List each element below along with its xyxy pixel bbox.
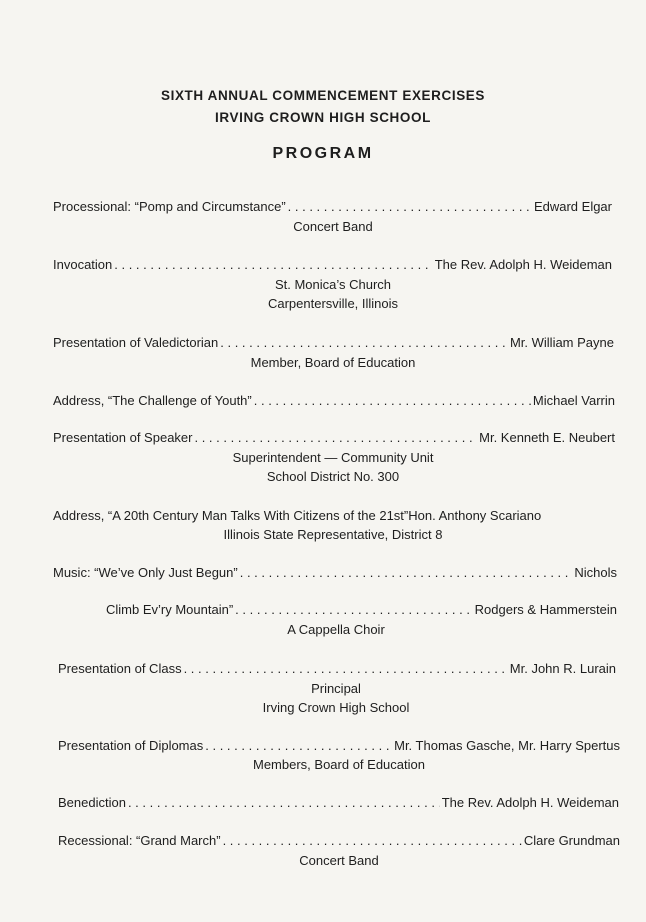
item-label: Presentation of Valedictorian	[53, 335, 219, 350]
item-label: Processional: “Pomp and Circumstance”	[53, 199, 286, 214]
event-title: SIXTH ANNUAL COMMENCEMENT EXERCISES	[160, 88, 486, 103]
leader-dots	[223, 833, 522, 848]
program-item-class	[58, 661, 616, 676]
item-performer: Mr. John R. Lurain	[509, 661, 616, 676]
item-label: Presentation of Speaker	[53, 430, 193, 445]
leader-dots	[184, 661, 508, 676]
item-label: Music: “We’ve Only Just Begun”	[53, 565, 238, 580]
leader-dots	[205, 738, 392, 753]
leader-dots	[128, 795, 440, 810]
item-detail: Members, Board of Education	[253, 757, 425, 772]
leader-dots	[194, 430, 477, 445]
item-label: Presentation of Class	[58, 661, 182, 676]
leader-dots	[254, 393, 531, 408]
program-item-processional	[53, 199, 612, 214]
item-label: Presentation of Diplomas	[58, 738, 204, 753]
item-detail: Concert Band	[293, 219, 373, 234]
item-performer: Rodgers & Hammerstein	[474, 602, 617, 617]
item-label: Climb Ev’ry Mountain”	[106, 602, 234, 617]
leader-dots	[235, 602, 473, 617]
item-label: Recessional: “Grand March”	[58, 833, 221, 848]
program-item-climb	[106, 602, 617, 617]
leader-dots	[240, 565, 573, 580]
page-title: PROGRAM	[272, 145, 374, 162]
item-detail: Principal	[311, 681, 361, 696]
item-detail: St. Monica’s Church	[274, 277, 392, 292]
item-performer: Clare Grundman	[523, 833, 620, 848]
item-detail: Illinois State Representative, District 8	[223, 527, 443, 542]
item-label: Benediction	[58, 795, 126, 810]
program-item-diplomas	[58, 738, 620, 753]
program-item-music	[53, 565, 617, 580]
program-item-address-youth	[53, 393, 615, 408]
item-performer: Mr. William Payne	[509, 335, 614, 350]
program-item-valedictorian	[53, 335, 614, 350]
program-header	[0, 88, 646, 163]
item-performer: The Rev. Adolph H. Weideman	[434, 257, 612, 272]
program-item-speaker	[53, 430, 615, 445]
item-detail: Member, Board of Education	[250, 355, 416, 370]
item-label: Invocation	[53, 257, 113, 272]
leader-dots	[114, 257, 432, 272]
item-performer: Nichols	[574, 565, 617, 580]
item-label: Address, “The Challenge of Youth”	[53, 393, 252, 408]
leader-dots	[220, 335, 508, 350]
item-performer: Edward Elgar	[533, 199, 612, 214]
item-performer: Michael Varrin	[532, 393, 615, 408]
program-item-invocation	[53, 257, 612, 272]
item-label: Address, “A 20th Century Man Talks With Citizens of the 21st”	[53, 508, 409, 523]
item-detail: Concert Band	[299, 853, 379, 868]
item-performer: Mr. Kenneth E. Neubert	[479, 430, 615, 445]
program-item-recessional	[58, 833, 620, 848]
program-item-address-21st	[53, 508, 623, 523]
leader-dots	[288, 199, 532, 214]
item-detail: A Cappella Choir	[287, 622, 385, 637]
item-detail: Irving Crown High School	[262, 700, 410, 715]
item-detail: School District No. 300	[266, 469, 400, 484]
school-name: IRVING CROWN HIGH SCHOOL	[215, 110, 431, 125]
item-performer: Hon. Anthony Scariano	[408, 508, 542, 523]
item-detail: Carpentersville, Illinois	[267, 296, 399, 311]
program-item-benediction	[58, 795, 619, 810]
item-performer: The Rev. Adolph H. Weideman	[441, 795, 619, 810]
item-performer: Mr. Thomas Gasche, Mr. Harry Spertus	[394, 738, 620, 753]
item-detail: Superintendent — Community Unit	[232, 450, 434, 465]
